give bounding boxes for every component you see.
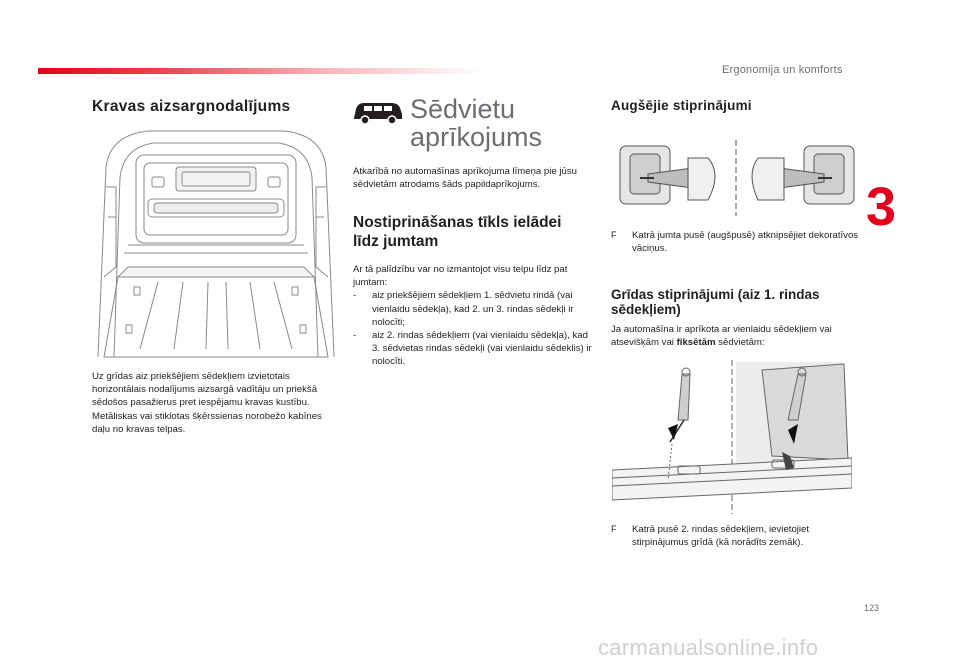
floor-anchors-step: F Katrā pusē 2. rindas sēdekļiem, ievietojiet stirpinājumus grīdā (kā norādīts zemāk).	[611, 524, 810, 549]
chapter-number: 3	[866, 177, 897, 237]
list-item: - aiz priekšējiem sēdekļiem 1. sēdvietu rindā (vai vienlaidu sēdekļa), kad 2. un 3. rindas sēdekļi ir nolocīti;	[353, 290, 574, 328]
retaining-net-intro: Ar tā palīdzību var no izmantojot visu telpu līdz pat jumtam:	[353, 264, 568, 289]
retaining-net-title: Nostiprināšanas tīkls ielādei līdz jumtam	[353, 214, 562, 250]
page-number: 123	[864, 603, 880, 613]
seat-equipment-title: Sēdvietu aprīkojums	[410, 94, 543, 152]
cargo-guard-title: Kravas aizsargnodalījums	[92, 98, 291, 115]
retaining-net-body	[353, 263, 598, 369]
list-item: - aiz 2. rindas sēdekļiem (vai vienlaidu sēdekļa), kad 3. sēdvietas rindas sēdekļi (vai vienlaidu sēdeklis) ir nolocīti.	[353, 330, 592, 368]
upper-anchors-illustration	[618, 138, 856, 218]
floor-anchors-paragraph: Ja automašīna ir aprīkota ar vienlaidu sēdekļiem vai atsevišķām vai fiksētām sēdvietām:	[611, 324, 832, 349]
section-title: Ergonomija un komforts	[722, 64, 843, 76]
upper-anchors-step: F Katrā jumta pusē (augšpusē) atknipsējiet dekoratīvos vāciņus.	[611, 230, 859, 255]
floor-anchors-illustration	[612, 360, 852, 514]
cargo-area-illustration	[88, 127, 344, 363]
seat-equipment-intro: Atkarībā no automašīnas aprīkojuma līmeņa pie jūsu sēdvietām atrodams šāds papildaprīkojums.	[353, 166, 577, 191]
van-icon	[352, 100, 404, 126]
header-accent-bar	[38, 68, 483, 74]
cargo-guard-paragraph: Uz grīdas aiz priekšējiem sēdekļiem izvietotais horizontālais nodalījums aizsargā vadītāju un priekšā sēdošos pasažierus pret iespējamu kravas kustību. Metāliskas vai stiklotas šķērssienas norobežo kabīnes daļu no kravas telpas.	[92, 371, 322, 435]
floor-anchors-title: Grīdas stiprinājumi (aiz 1. rindas sēdekļiem)	[611, 287, 820, 317]
upper-anchors-title: Augšējie stiprinājumi	[611, 98, 752, 113]
watermark: carmanualsonline.info	[598, 635, 819, 660]
